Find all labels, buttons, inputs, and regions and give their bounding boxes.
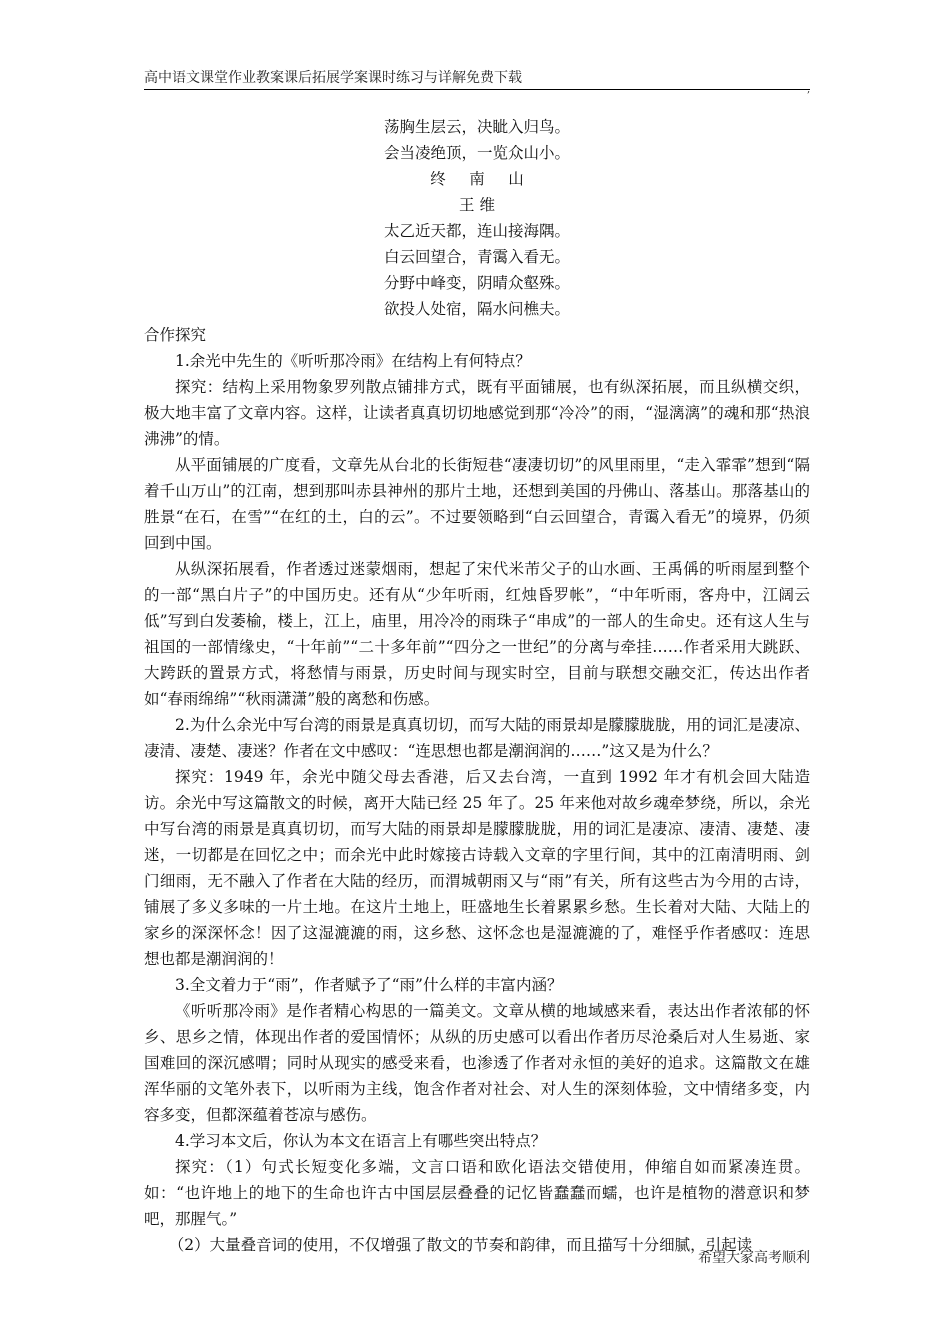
poem-author: 王 维 xyxy=(459,196,495,214)
header-mark: , xyxy=(807,84,811,95)
poem-line: 白云回望合，青霭入看无。 xyxy=(383,248,570,266)
answer-paragraph: 探究：（1）句式长短变化多端，文言口语和欧化语法交错使用，伸缩自如而紧凑连贯。如：“也许地上的地下的生命也许古中国层层叠叠的记忆皆蠢蠢而蠕，也许是植物的潜意识和梦吧，那腥气。” xyxy=(144,1158,810,1228)
question-3: 3.全文着力于“雨”，作者赋予了“雨”什么样的丰富内涵？ xyxy=(175,976,563,994)
poem-line: 欲投人处宿，隔水问樵夫。 xyxy=(383,300,570,318)
poem-line: 分野中峰变，阴晴众壑殊。 xyxy=(383,274,570,292)
answer-paragraph: （2）大量叠音词的使用，不仅增强了散文的节奏和韵律，而且描写十分细腻，引起读 xyxy=(168,1236,753,1254)
question-2: 2.为什么余光中写台湾的雨景是真真切切，而写大陆的雨景却是朦朦胧胧，用的词汇是凄凉、凄清、凄楚、凄迷？作者在文中感叹：“连思想也都是潮润润的……”这又是为什么？ xyxy=(144,716,810,760)
page-footer: 希望大家高考顺利 xyxy=(698,1250,810,1266)
answer-paragraph: 《听听那冷雨》是作者精心构思的一篇美文。文章从横的地域感来看，表达出作者浓郁的怀乡、思乡之情，体现出作者的爱国情怀；从纵的历史感可以看出作者历尽沧桑后对人生易逝、家国难回的深沉感喟；同时从现实的感受来看，也渗透了作者对永恒的美好的追求。这篇散文在雄浑华丽的文笔外表下，以听雨为主线，饱含作者对社会、对人生的深刻体验，文中情绪多变，内容多变，但都深蕴着苍凉与感伤。 xyxy=(144,1002,810,1124)
question-1: 1.余光中先生的《听听那冷雨》在结构上有何特点？ xyxy=(175,352,531,370)
answer-paragraph: 从平面铺展的广度看，文章先从台北的长街短巷“凄凄切切”的风里雨里，“走入霏霏”想到“隔着千山万山”的江南，想到那叫赤县神州的那片土地，还想到美国的丹佛山、落基山。那落基山的胜景“在石，在雪”“在红的土，白的云”。不过要领略到“白云回望合，青霭入看无”的境界，仍须回到中国。 xyxy=(144,456,810,552)
page-header: 高中语文课堂作业教案课后拓展学案课时练习与详解免费下载 xyxy=(144,70,522,86)
poem-zhongnanshan xyxy=(144,166,810,322)
poem-line: 太乙近天都，连山接海隅。 xyxy=(383,222,570,240)
answer-paragraph: 从纵深拓展看，作者透过迷蒙烟雨，想起了宋代米芾父子的山水画、王禹偁的听雨屋到整个的一部“黑白片子”的中国历史。还有从“少年听雨，红烛昏罗帐”，“中年听雨，客舟中，江阔云低”写到白发萎榆，楼上，江上，庙里，用冷冷的雨珠子“串成”的一部人的生命史。还有这人生与祖国的一部情缘史，“十年前”“二十多年前”“四分之一世纪”的分离与牵挂……作者采用大跳跃、大跨跃的置景方式，将愁情与雨景，历史时间与现实时空，目前与联想交融交汇，传达出作者如“春雨绵绵”“秋雨潇潇”般的离愁和伤感。 xyxy=(144,560,810,708)
answer-paragraph: 探究：1949 年，余光中随父母去香港，后又去台湾，一直到 1992 年才有机会回大陆造访。余光中写这篇散文的时候，离开大陆已经 25 年了。25 年来他对故乡魂牵梦绕，所以，余光中写台湾的雨景是真真切切，而写大陆的雨景却是朦朦胧胧，用的词汇是凄凉、凄清、凄楚、凄迷，一切都是在回忆之中；而余光中此时嫁接古诗载入文章的字里行间，其中的江南清明雨、剑门细雨，无不融入了作者在大陆的经历，而渭城朝雨又与“雨”有关，所有这些古为今用的古诗，铺展了多义多味的一片土地。在这片土地上，旺盛地生长着累累乡愁。生长着对大陆、大陆上的家乡的深深怀念！因了这湿漉漉的雨，这乡愁、这怀念也是湿漉漉的了，难怪乎作者感叹：连思想也都是潮润润的！ xyxy=(144,768,810,968)
answer-paragraph: 探究：结构上采用物象罗列散点铺排方式，既有平面铺展，也有纵深拓展，而且纵横交织，极大地丰富了文章内容。这样，让读者真真切切地感觉到那“冷冷”的雨，“湿漓漓”的魂和那“热浪沸沸”的情。 xyxy=(144,378,810,448)
poem-title: 终 南 山 xyxy=(430,170,534,188)
poem-line: 荡胸生层云，决眦入归鸟。 xyxy=(383,118,570,136)
poem-line: 会当凌绝顶，一览众山小。 xyxy=(383,144,570,162)
header-rule xyxy=(144,89,810,90)
document-body xyxy=(144,114,810,1258)
poem-wangyue-fragment xyxy=(144,114,810,166)
section-heading: 合作探究 xyxy=(144,326,207,344)
question-4: 4.学习本文后，你认为本文在语言上有哪些突出特点？ xyxy=(175,1132,547,1150)
